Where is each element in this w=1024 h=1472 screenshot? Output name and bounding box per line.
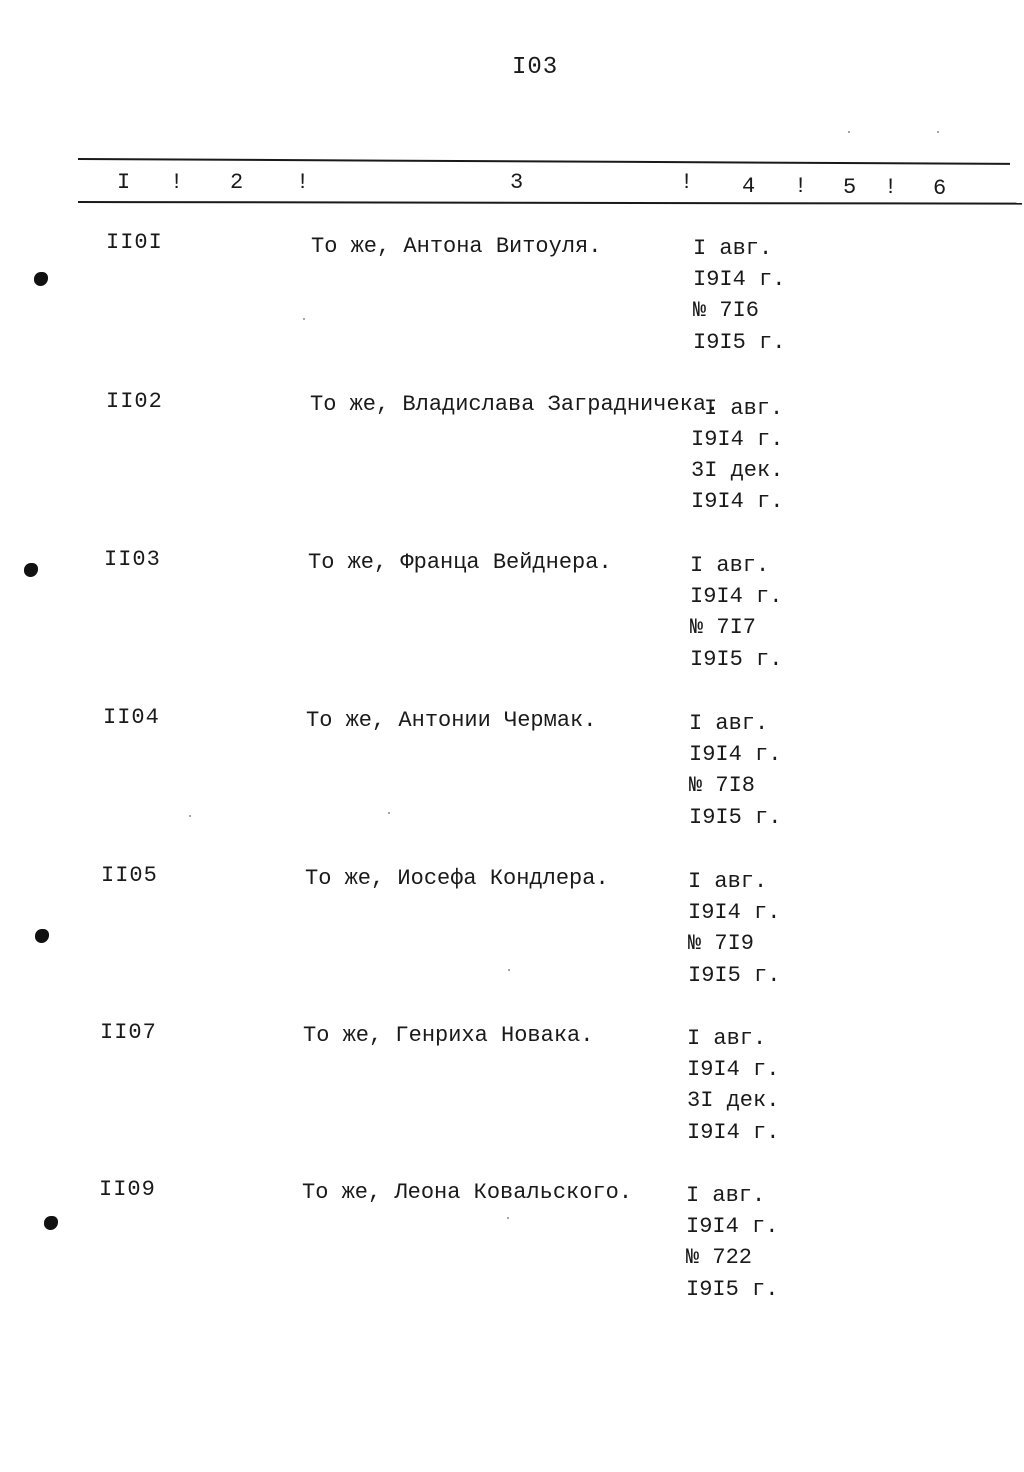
- date-line: I9I4 г.: [689, 742, 782, 767]
- table-row: [0, 1017, 1024, 1167]
- header-col-5: 5: [843, 175, 857, 200]
- record-description: То же, Генриха Новака.: [303, 1023, 594, 1048]
- date-line: I авг.: [689, 711, 769, 736]
- table-row: [0, 860, 1024, 1010]
- header-col-6: 6: [933, 176, 947, 201]
- table-row: [0, 544, 1024, 694]
- date-line: I авг.: [688, 869, 768, 894]
- header-separator-1: !: [170, 170, 184, 195]
- scan-speck: [388, 812, 390, 814]
- date-line: I9I5 г.: [689, 805, 782, 830]
- record-number: II09: [99, 1177, 156, 1202]
- scan-speck: [937, 131, 939, 133]
- date-line: I9I4 г.: [691, 489, 784, 514]
- date-line: I авг.: [690, 553, 770, 578]
- date-line: I9I5 г.: [693, 330, 786, 355]
- table-row: [0, 386, 1024, 536]
- scan-speck: [848, 131, 850, 133]
- record-description: То же, Леона Ковальского.: [302, 1180, 633, 1205]
- date-line: I9I4 г.: [687, 1057, 780, 1082]
- record-description: То же, Иосефа Кондлера.: [305, 866, 609, 891]
- date-line: 3I дек.: [691, 458, 784, 483]
- scan-speck: [507, 1217, 509, 1219]
- record-number: II04: [103, 705, 160, 730]
- date-line: I9I5 г.: [688, 963, 781, 988]
- date-line: № 722: [686, 1245, 753, 1270]
- date-line: № 7I8: [689, 773, 756, 798]
- header-separator-2: !: [296, 170, 310, 195]
- scan-speck: [508, 969, 510, 971]
- scan-speck: [303, 318, 305, 320]
- record-number: II03: [104, 547, 161, 572]
- date-line: I9I4 г.: [686, 1214, 779, 1239]
- page-number: I03: [512, 54, 559, 81]
- header-col-3: 3: [510, 170, 524, 195]
- date-line: I9I4 г.: [688, 900, 781, 925]
- header-separator-4: !: [794, 174, 808, 199]
- record-number: II07: [100, 1020, 157, 1045]
- date-line: I авг.: [687, 1026, 767, 1051]
- record-description: То же, Владислава Заградничека.: [310, 392, 720, 417]
- record-description: То же, Франца Вейднера.: [308, 550, 612, 575]
- date-line: I9I4 г.: [687, 1120, 780, 1145]
- table-row: [0, 228, 1024, 378]
- date-line: I9I4 г.: [693, 267, 786, 292]
- table-row: [0, 1174, 1024, 1324]
- record-description: То же, Антона Витоуля.: [311, 234, 602, 259]
- table-row: [0, 702, 1024, 852]
- table-top-rule: [78, 158, 1010, 165]
- date-line: I авг.: [704, 396, 784, 421]
- date-line: I9I4 г.: [691, 427, 784, 452]
- record-description: То же, Антонии Чермак.: [306, 708, 597, 733]
- date-line: I9I4 г.: [690, 584, 783, 609]
- record-number: II02: [106, 389, 163, 414]
- header-separator-5: !: [884, 175, 898, 200]
- date-line: 3I дек.: [687, 1088, 780, 1113]
- date-line: № 7I6: [693, 298, 760, 323]
- date-line: I9I5 г.: [686, 1277, 779, 1302]
- date-line: I9I5 г.: [690, 647, 783, 672]
- record-number: II0I: [106, 230, 163, 255]
- header-col-1: I: [117, 170, 131, 195]
- date-line: I авг.: [686, 1183, 766, 1208]
- scan-speck: [189, 815, 191, 817]
- date-line: I авг.: [693, 236, 773, 261]
- header-separator-3: !: [680, 170, 694, 195]
- date-line: № 7I7: [690, 615, 757, 640]
- date-line: № 7I9: [688, 931, 755, 956]
- table-header-rule: [78, 201, 1022, 205]
- record-number: II05: [101, 863, 158, 888]
- header-col-4: 4: [742, 174, 756, 199]
- header-col-2: 2: [230, 170, 244, 195]
